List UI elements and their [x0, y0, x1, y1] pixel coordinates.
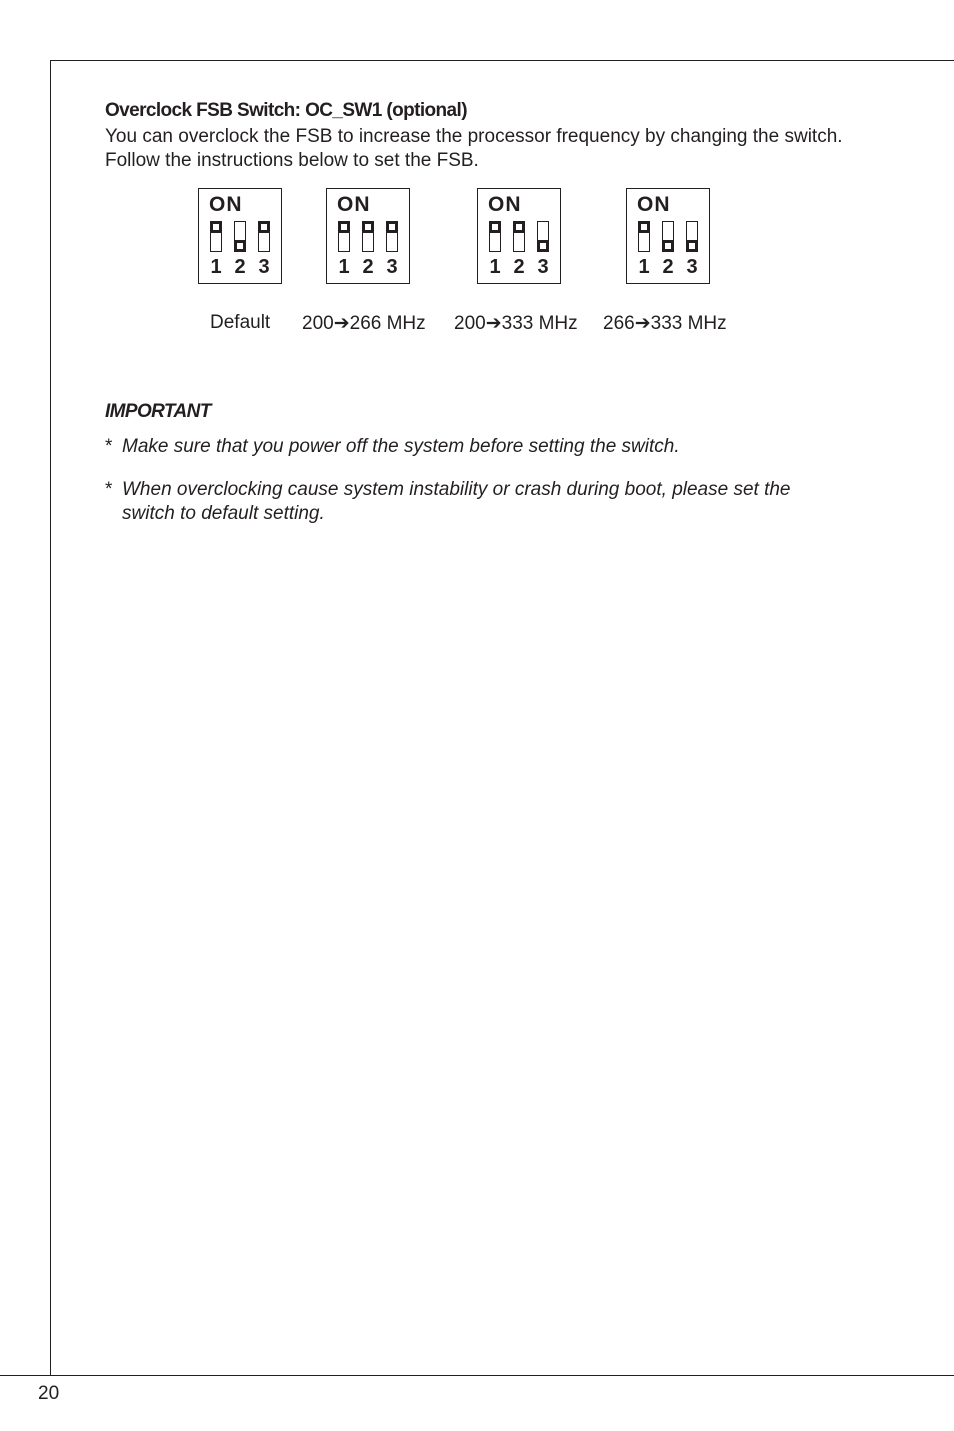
- intro-paragraph: You can overclock the FSB to increase the processor frequency by changing the switch. Follow the instructions below to set the FSB.: [105, 126, 843, 171]
- bullet-asterisk: *: [105, 436, 113, 457]
- switch-on-label: ON: [488, 193, 522, 216]
- switch-knob: [686, 240, 698, 252]
- switch-on-label: ON: [337, 193, 371, 216]
- switch-slot-3: [258, 221, 270, 252]
- switch-caption-266-333: 266➔333 MHz: [603, 313, 727, 334]
- dip-switch-default: [198, 188, 282, 284]
- switch-on-label: ON: [209, 193, 243, 216]
- important-note: [105, 478, 845, 526]
- switch-caption-200-333: 200➔333 MHz: [454, 313, 578, 334]
- switch-caption-default: Default: [210, 312, 271, 333]
- switch-number: 3: [258, 256, 270, 278]
- switch-knob: [362, 221, 374, 233]
- switch-slot-2: [662, 221, 674, 252]
- switch-number: 1: [489, 256, 501, 278]
- switch-knob: [386, 221, 398, 233]
- switch-number: 2: [662, 256, 674, 278]
- switch-knob: [537, 240, 549, 252]
- switch-number: 2: [513, 256, 525, 278]
- switch-number: 2: [362, 256, 374, 278]
- switch-slot-2: [234, 221, 246, 252]
- switch-number: 3: [686, 256, 698, 278]
- switch-slot-1: [638, 221, 650, 252]
- important-heading: IMPORTANT: [105, 401, 211, 422]
- switch-knob: [662, 240, 674, 252]
- switch-knob: [638, 221, 650, 233]
- section-title: Overclock FSB Switch: OC_SW1 (optional): [105, 100, 467, 121]
- switch-slot-2: [362, 221, 374, 252]
- switch-knob: [513, 221, 525, 233]
- switch-number: 1: [638, 256, 650, 278]
- switch-number: 1: [338, 256, 350, 278]
- note-text: When overclocking cause system instability or crash during boot, please set the switch to default setting.: [122, 479, 791, 524]
- dip-switch-200-333: [477, 188, 561, 284]
- switch-number: 2: [234, 256, 246, 278]
- dip-switch-266-333: [626, 188, 710, 284]
- switch-knob: [338, 221, 350, 233]
- page-number: 20: [38, 1383, 60, 1404]
- switch-knob: [234, 240, 246, 252]
- switch-number: 3: [537, 256, 549, 278]
- switch-slot-2: [513, 221, 525, 252]
- switch-caption-200-266: 200➔266 MHz: [302, 313, 426, 334]
- switch-slot-1: [338, 221, 350, 252]
- important-note: [105, 435, 845, 459]
- frame-left-rule: [50, 60, 51, 1376]
- switch-knob: [489, 221, 501, 233]
- frame-bottom-rule: [0, 1375, 954, 1376]
- switch-knob: [258, 221, 270, 233]
- switch-slot-3: [386, 221, 398, 252]
- switch-slot-3: [686, 221, 698, 252]
- switch-slot-3: [537, 221, 549, 252]
- switch-on-label: ON: [637, 193, 671, 216]
- switch-slot-1: [210, 221, 222, 252]
- switch-number: 1: [210, 256, 222, 278]
- bullet-asterisk: *: [105, 479, 113, 500]
- frame-top-rule: [50, 60, 954, 61]
- note-text: Make sure that you power off the system before setting the switch.: [122, 436, 680, 457]
- switch-slot-1: [489, 221, 501, 252]
- switch-number: 3: [386, 256, 398, 278]
- switch-knob: [210, 221, 222, 233]
- dip-switch-200-266: [326, 188, 410, 284]
